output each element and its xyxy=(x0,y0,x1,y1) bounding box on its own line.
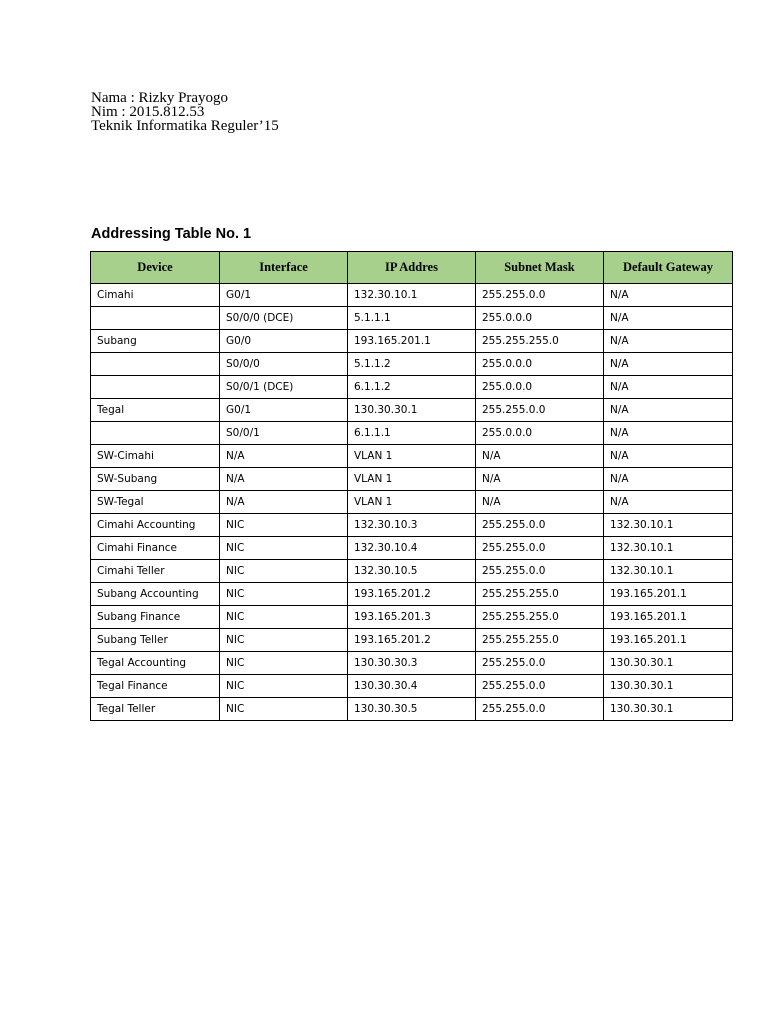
device-cell: Subang Finance xyxy=(91,606,220,629)
ip-address-cell: 5.1.1.1 xyxy=(348,307,476,330)
subnet-mask-cell: 255.255.0.0 xyxy=(476,698,604,721)
ip-address-cell: 132.30.10.3 xyxy=(348,514,476,537)
default-gateway-cell: 193.165.201.1 xyxy=(604,606,733,629)
table-row xyxy=(91,445,733,468)
interface-cell: NIC xyxy=(220,652,348,675)
interface-cell: NIC xyxy=(220,583,348,606)
default-gateway-cell: 193.165.201.1 xyxy=(604,583,733,606)
default-gateway-cell: N/A xyxy=(604,376,733,399)
table-row xyxy=(91,491,733,514)
device-cell: Cimahi xyxy=(91,284,220,307)
table-row xyxy=(91,353,733,376)
ip-address-cell: 132.30.10.1 xyxy=(348,284,476,307)
interface-cell: NIC xyxy=(220,629,348,652)
default-gateway-cell: 193.165.201.1 xyxy=(604,629,733,652)
device-cell xyxy=(91,376,220,399)
device-cell: SW-Cimahi xyxy=(91,445,220,468)
student-info xyxy=(91,91,279,133)
ip-address-cell: 130.30.30.4 xyxy=(348,675,476,698)
table-row xyxy=(91,675,733,698)
interface-cell: N/A xyxy=(220,491,348,514)
device-cell: Cimahi Teller xyxy=(91,560,220,583)
table-row xyxy=(91,698,733,721)
subnet-mask-cell: 255.0.0.0 xyxy=(476,353,604,376)
table-row xyxy=(91,422,733,445)
default-gateway-cell: N/A xyxy=(604,491,733,514)
ip-address-cell: 5.1.1.2 xyxy=(348,353,476,376)
device-cell: Tegal Accounting xyxy=(91,652,220,675)
default-gateway-cell: N/A xyxy=(604,307,733,330)
default-gateway-cell: 130.30.30.1 xyxy=(604,675,733,698)
default-gateway-cell: 132.30.10.1 xyxy=(604,537,733,560)
addressing-table xyxy=(90,251,733,721)
table-row xyxy=(91,560,733,583)
device-cell: Tegal Teller xyxy=(91,698,220,721)
device-cell: SW-Subang xyxy=(91,468,220,491)
default-gateway-cell: N/A xyxy=(604,422,733,445)
default-gateway-cell: 130.30.30.1 xyxy=(604,652,733,675)
table-row xyxy=(91,629,733,652)
subnet-mask-cell: 255.255.0.0 xyxy=(476,675,604,698)
interface-cell: NIC xyxy=(220,675,348,698)
device-cell: Subang xyxy=(91,330,220,353)
ip-address-cell: 6.1.1.1 xyxy=(348,422,476,445)
subnet-mask-cell: N/A xyxy=(476,491,604,514)
device-cell xyxy=(91,307,220,330)
table-row xyxy=(91,399,733,422)
subnet-mask-cell: 255.255.0.0 xyxy=(476,560,604,583)
column-header-interface: Interface xyxy=(220,252,348,284)
table-title: Addressing Table No. 1 xyxy=(91,226,252,242)
ip-address-cell: VLAN 1 xyxy=(348,491,476,514)
interface-cell: G0/1 xyxy=(220,284,348,307)
subnet-mask-cell: 255.255.255.0 xyxy=(476,330,604,353)
subnet-mask-cell: N/A xyxy=(476,445,604,468)
column-header-ip-address: IP Addres xyxy=(348,252,476,284)
device-cell xyxy=(91,353,220,376)
subnet-mask-cell: 255.255.0.0 xyxy=(476,514,604,537)
default-gateway-cell: N/A xyxy=(604,353,733,376)
default-gateway-cell: N/A xyxy=(604,284,733,307)
table-row xyxy=(91,652,733,675)
default-gateway-cell: 132.30.10.1 xyxy=(604,560,733,583)
ip-address-cell: 193.165.201.2 xyxy=(348,629,476,652)
interface-cell: NIC xyxy=(220,560,348,583)
device-cell: Tegal xyxy=(91,399,220,422)
subnet-mask-cell: 255.255.255.0 xyxy=(476,629,604,652)
subnet-mask-cell: 255.255.255.0 xyxy=(476,606,604,629)
table-row xyxy=(91,330,733,353)
subnet-mask-cell: N/A xyxy=(476,468,604,491)
subnet-mask-cell: 255.0.0.0 xyxy=(476,307,604,330)
ip-address-cell: 193.165.201.3 xyxy=(348,606,476,629)
table-row xyxy=(91,284,733,307)
default-gateway-cell: N/A xyxy=(604,399,733,422)
device-cell: Subang Teller xyxy=(91,629,220,652)
default-gateway-cell: 132.30.10.1 xyxy=(604,514,733,537)
ip-address-cell: 193.165.201.1 xyxy=(348,330,476,353)
interface-cell: N/A xyxy=(220,468,348,491)
interface-cell: S0/0/0 (DCE) xyxy=(220,307,348,330)
device-cell: Cimahi Finance xyxy=(91,537,220,560)
student-nim: Nim : 2015.812.53 xyxy=(91,104,205,120)
subnet-mask-cell: 255.255.0.0 xyxy=(476,399,604,422)
ip-address-cell: VLAN 1 xyxy=(348,445,476,468)
subnet-mask-cell: 255.255.0.0 xyxy=(476,652,604,675)
student-name: Nama : Rizky Prayogo xyxy=(91,90,229,106)
interface-cell: S0/0/1 (DCE) xyxy=(220,376,348,399)
ip-address-cell: 130.30.30.3 xyxy=(348,652,476,675)
column-header-device: Device xyxy=(91,252,220,284)
ip-address-cell: 193.165.201.2 xyxy=(348,583,476,606)
interface-cell: NIC xyxy=(220,606,348,629)
default-gateway-cell: N/A xyxy=(604,468,733,491)
table-row xyxy=(91,537,733,560)
subnet-mask-cell: 255.0.0.0 xyxy=(476,422,604,445)
table-header-row xyxy=(91,252,733,284)
ip-address-cell: 132.30.10.5 xyxy=(348,560,476,583)
interface-cell: S0/0/0 xyxy=(220,353,348,376)
table-body xyxy=(91,284,733,721)
subnet-mask-cell: 255.255.255.0 xyxy=(476,583,604,606)
subnet-mask-cell: 255.0.0.0 xyxy=(476,376,604,399)
interface-cell: NIC xyxy=(220,698,348,721)
device-cell: Tegal Finance xyxy=(91,675,220,698)
ip-address-cell: 132.30.10.4 xyxy=(348,537,476,560)
interface-cell: G0/0 xyxy=(220,330,348,353)
ip-address-cell: 6.1.1.2 xyxy=(348,376,476,399)
default-gateway-cell: N/A xyxy=(604,330,733,353)
subnet-mask-cell: 255.255.0.0 xyxy=(476,537,604,560)
default-gateway-cell: 130.30.30.1 xyxy=(604,698,733,721)
table-row xyxy=(91,376,733,399)
interface-cell: NIC xyxy=(220,514,348,537)
ip-address-cell: VLAN 1 xyxy=(348,468,476,491)
interface-cell: S0/0/1 xyxy=(220,422,348,445)
interface-cell: G0/1 xyxy=(220,399,348,422)
table-row xyxy=(91,307,733,330)
column-header-subnet-mask: Subnet Mask xyxy=(476,252,604,284)
device-cell: SW-Tegal xyxy=(91,491,220,514)
subnet-mask-cell: 255.255.0.0 xyxy=(476,284,604,307)
interface-cell: NIC xyxy=(220,537,348,560)
student-program: Teknik Informatika Reguler’15 xyxy=(91,118,279,134)
column-header-default-gateway: Default Gateway xyxy=(604,252,733,284)
device-cell: Subang Accounting xyxy=(91,583,220,606)
table-row xyxy=(91,583,733,606)
default-gateway-cell: N/A xyxy=(604,445,733,468)
table-row xyxy=(91,468,733,491)
ip-address-cell: 130.30.30.5 xyxy=(348,698,476,721)
table-row xyxy=(91,514,733,537)
table-row xyxy=(91,606,733,629)
ip-address-cell: 130.30.30.1 xyxy=(348,399,476,422)
interface-cell: N/A xyxy=(220,445,348,468)
device-cell xyxy=(91,422,220,445)
device-cell: Cimahi Accounting xyxy=(91,514,220,537)
